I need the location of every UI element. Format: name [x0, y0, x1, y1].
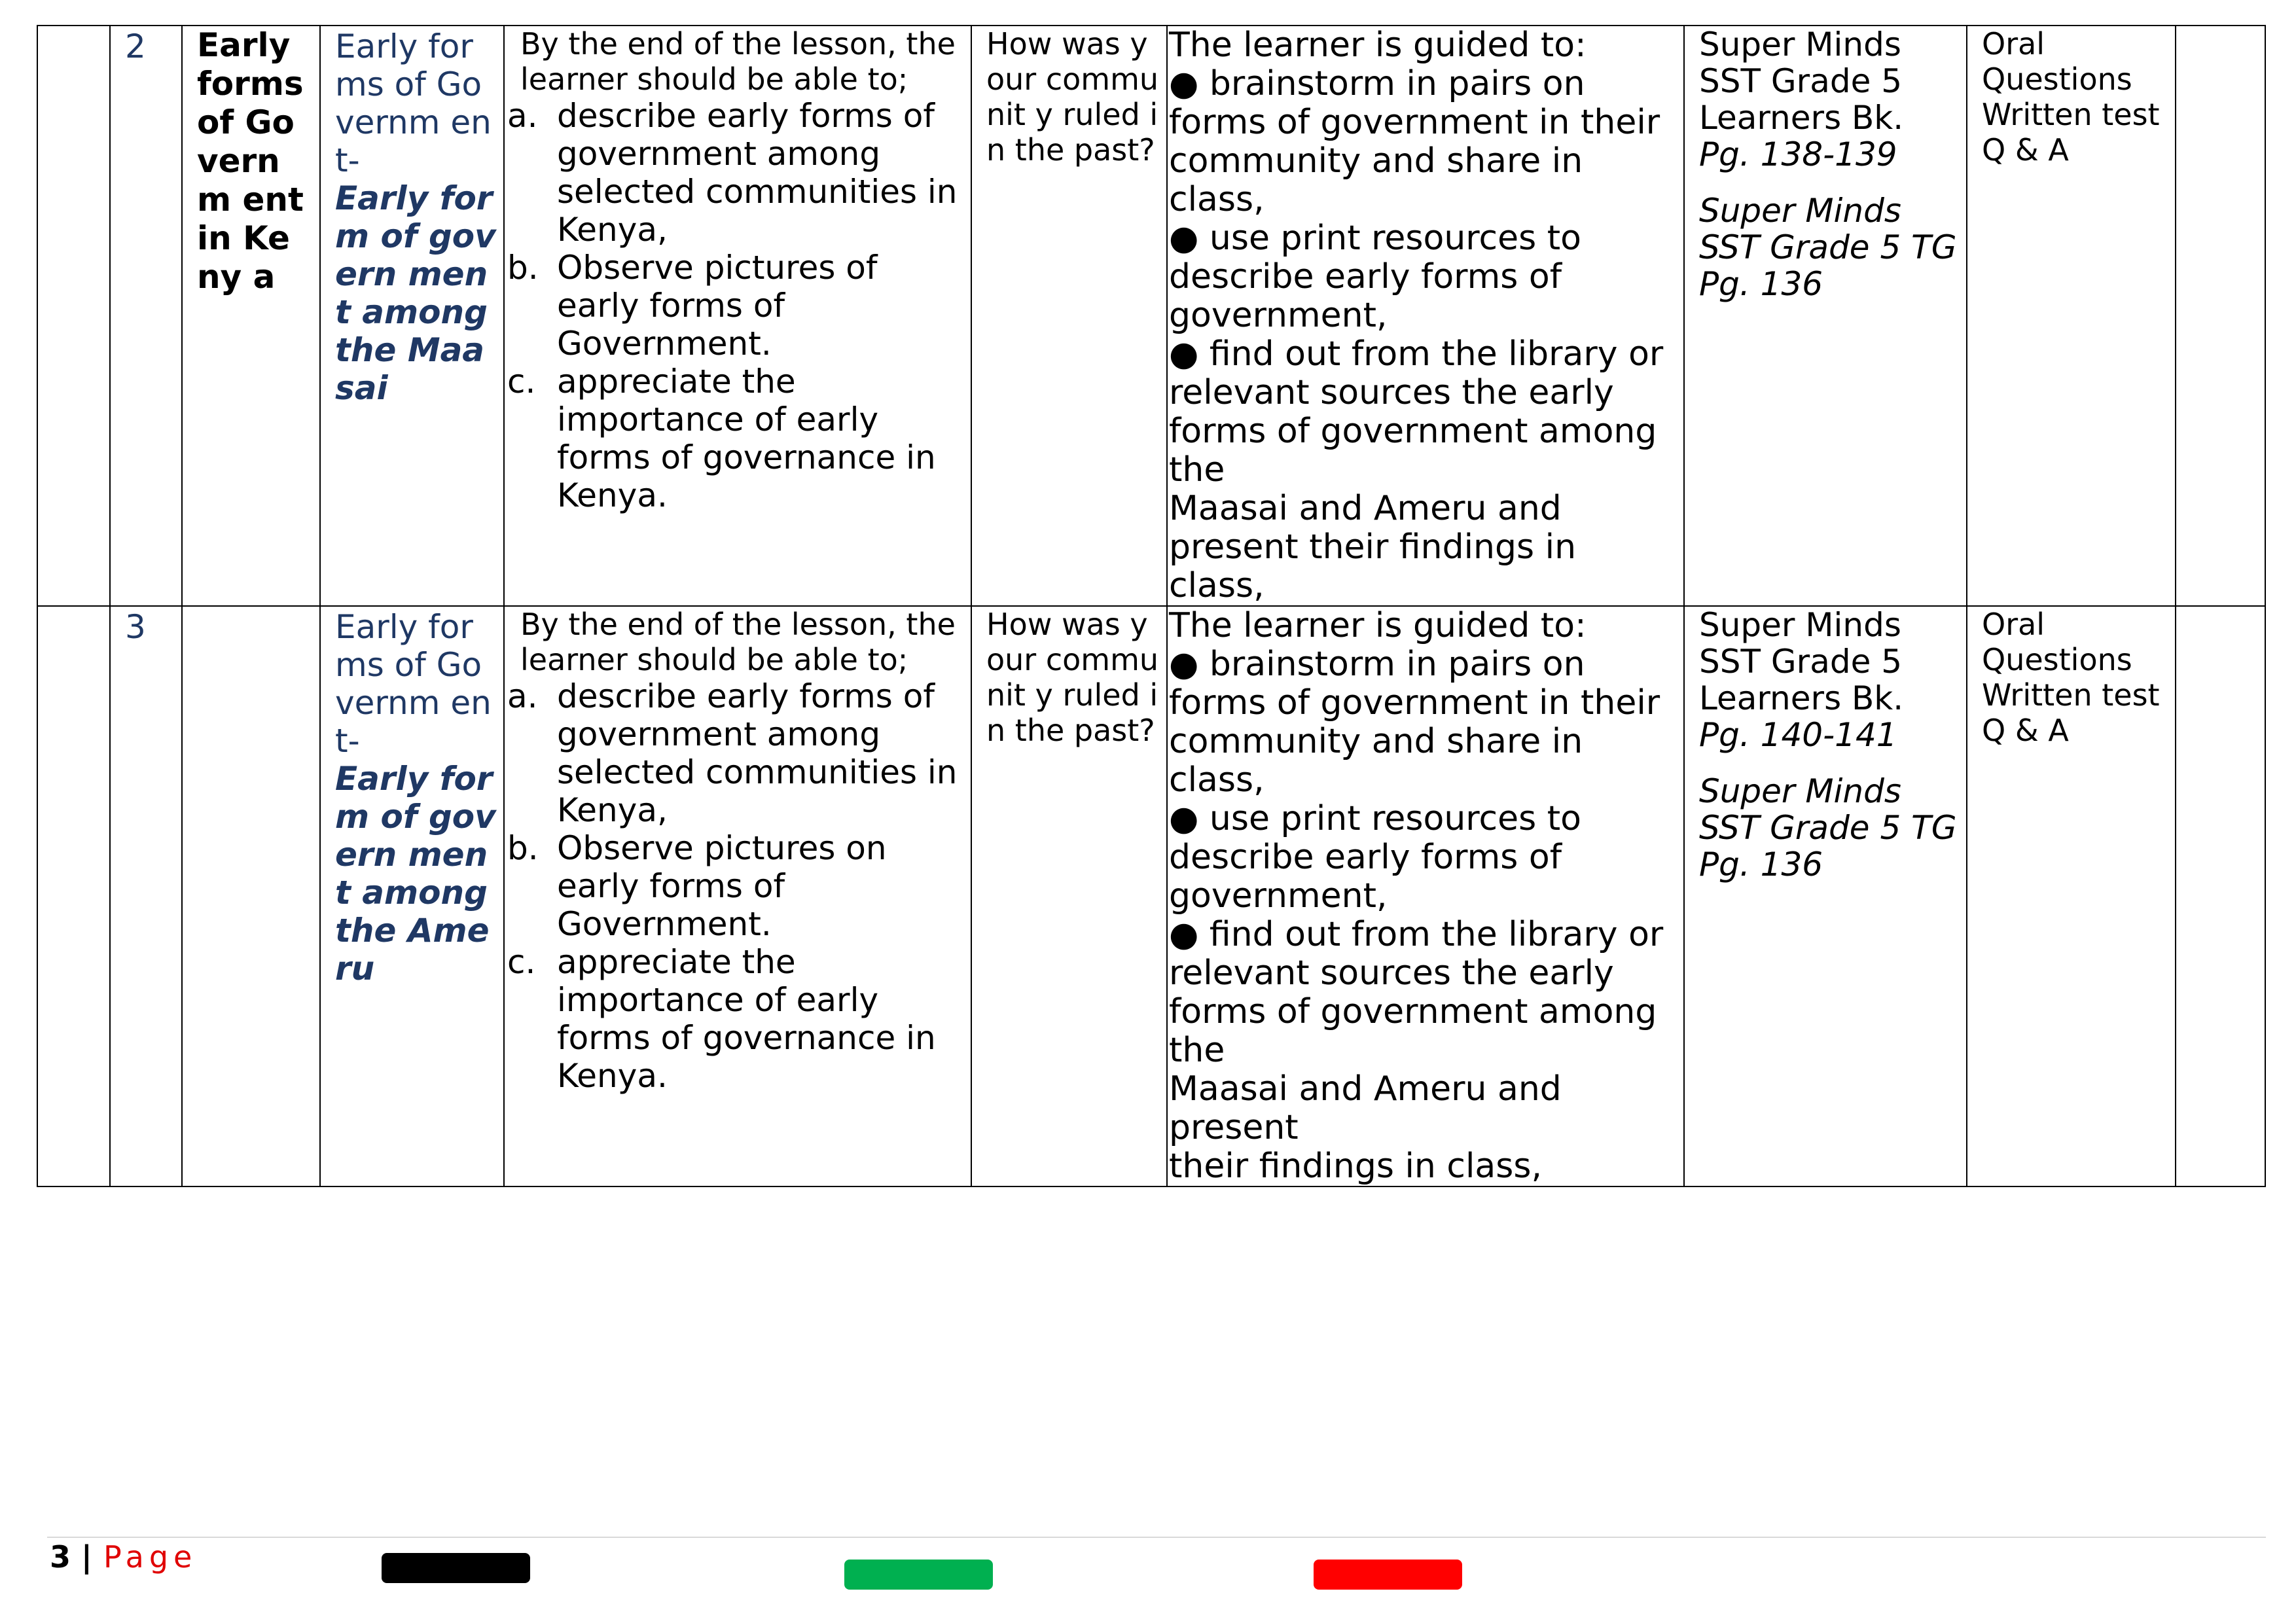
list-item [507, 363, 967, 514]
resource-book: Super Minds SST Grade 5 Learners Bk. [1699, 606, 1904, 717]
lesson-number: 3 [110, 606, 182, 1186]
substrand-cell [320, 26, 504, 606]
outcome-text: appreciate the importance of early forms of governance in Kenya. [557, 363, 936, 514]
experience-line: ● brainstorm in pairs on forms of government in their community and share in class, [1169, 64, 1660, 219]
outcomes-intro: By the end of the lesson, the learner should be able to; [520, 607, 956, 677]
resource-pages: Pg. 138-139 [1699, 135, 1897, 173]
learning-experiences-cell [1167, 606, 1684, 1186]
resource-pages: Pg. 140-141 [1699, 716, 1897, 754]
assessment-item: Oral [1982, 607, 2045, 642]
table-row [37, 606, 2265, 1186]
experience-line: ● use print resources to describe early forms of government, [1169, 799, 1581, 916]
spacer [1699, 173, 1960, 192]
list-marker: a. [507, 677, 538, 715]
resource-teacher-guide: Super Minds SST Grade 5 TG Pg. 136 [1699, 772, 1957, 883]
strand-cell: Early forms of Governm ent in Keny a [182, 26, 320, 606]
resource-book: Super Minds SST Grade 5 Learners Bk. [1699, 26, 1904, 137]
list-item [507, 249, 967, 363]
footer-divider [47, 1537, 2266, 1538]
list-marker: a. [507, 97, 538, 135]
outcome-text: describe early forms of government among selected communities in Kenya, [557, 97, 958, 249]
list-marker: c. [507, 943, 536, 981]
substrand-topic: Early form of govern ment among the Ameru [335, 760, 496, 988]
page-number: 3 [50, 1539, 71, 1575]
substrand-cell [320, 606, 504, 1186]
assessment-item: Q & A [1982, 132, 2069, 168]
list-marker: c. [507, 363, 536, 401]
experience-line: ● use print resources to describe early forms of government, [1169, 219, 1581, 335]
list-marker: b. [507, 829, 539, 867]
assessment-cell [1967, 606, 2176, 1186]
learning-outcomes-cell [504, 26, 971, 606]
outcomes-intro: By the end of the lesson, the learner should be able to; [520, 26, 956, 97]
assessment-item: Written test [1982, 677, 2160, 713]
assessment-item: Written test [1982, 97, 2160, 132]
outcome-text: Observe pictures on early forms of Government. [557, 829, 887, 943]
list-marker: b. [507, 249, 539, 287]
experience-line: their findings in class, [1169, 1147, 1542, 1186]
footer-page-number [50, 1539, 92, 1575]
reflection-cell [2176, 26, 2265, 606]
list-item [507, 677, 967, 829]
lesson-number: 2 [110, 26, 182, 606]
experience-line: The learner is guided to: [1169, 606, 1587, 645]
experience-line: ● find out from the library or relevant sources the early forms of government among the [1169, 915, 1664, 1070]
footer-page-label: Page [103, 1539, 198, 1575]
assessment-cell [1967, 26, 2176, 606]
key-inquiry-question: How was your communit y ruled in the past? [971, 26, 1167, 606]
experience-line: ● brainstorm in pairs on forms of government in their community and share in class, [1169, 645, 1660, 800]
assessment-item: Oral [1982, 26, 2045, 62]
experience-line: Maasai and Ameru and present their findings in class, [1169, 489, 1577, 605]
experience-line: The learner is guided to: [1169, 26, 1587, 65]
resource-teacher-guide: Super Minds SST Grade 5 TG Pg. 136 [1699, 192, 1957, 303]
flag-stripe-green [844, 1560, 993, 1590]
learning-outcomes-cell [504, 606, 971, 1186]
assessment-item: Q & A [1982, 713, 2069, 748]
scheme-of-work-table [37, 25, 2266, 1187]
outcomes-list [507, 97, 967, 514]
reflection-cell [2176, 606, 2265, 1186]
week-cell [37, 606, 110, 1186]
assessment-item: Questions [1982, 642, 2132, 677]
outcome-text: describe early forms of government among selected communities in Kenya, [557, 677, 958, 829]
learning-resources-cell [1684, 606, 1967, 1186]
flag-stripe-red [1314, 1560, 1462, 1590]
substrand-topic: Early form of govern ment among the Maasai [335, 179, 496, 407]
experience-line: Maasai and Ameru and present [1169, 1069, 1562, 1147]
spacer [1699, 753, 1960, 773]
outcome-text: Observe pictures of early forms of Government. [557, 249, 878, 363]
substrand-title: Early forms of Governm ent- [335, 608, 492, 760]
learning-resources-cell [1684, 26, 1967, 606]
experience-line: ● find out from the library or relevant sources the early forms of government among the [1169, 334, 1664, 490]
outcome-text: appreciate the importance of early forms of governance in Kenya. [557, 943, 936, 1095]
substrand-title: Early forms of Governm ent- [335, 27, 492, 179]
table-row [37, 26, 2265, 606]
assessment-item: Questions [1982, 62, 2132, 97]
strand-cell [182, 606, 320, 1186]
page-separator: | [81, 1539, 92, 1575]
list-item [507, 97, 967, 249]
list-item [507, 829, 967, 943]
key-inquiry-question: How was your communit y ruled in the past? [971, 606, 1167, 1186]
week-cell [37, 26, 110, 606]
flag-stripe-black [382, 1553, 530, 1583]
outcomes-list [507, 677, 967, 1095]
list-item [507, 943, 967, 1095]
learning-experiences-cell [1167, 26, 1684, 606]
